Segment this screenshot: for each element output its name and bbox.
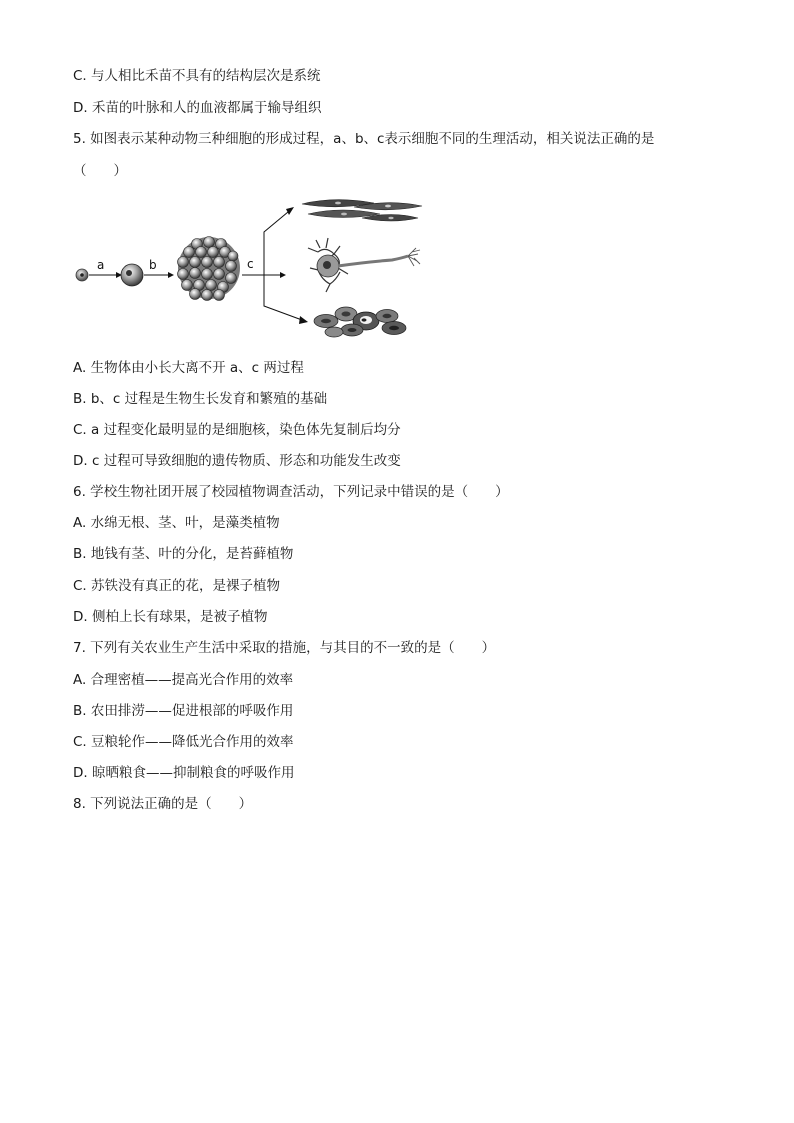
question-7-stem: 7. 下列有关农业生产生活中采取的措施，与其目的不一致的是（ ） [73,640,496,656]
option-5d: D. c 过程可导致细胞的遗传物质、形态和功能发生改变 [73,453,401,469]
muscle-cells-icon [302,200,422,221]
label-b: b [149,258,157,272]
option-7d: D. 晾晒粮食——抑制粮食的呼吸作用 [73,765,295,781]
option-6c: C. 苏铁没有真正的花，是裸子植物 [73,578,281,594]
option-6b: B. 地钱有茎、叶的分化，是苔藓植物 [73,546,294,562]
arrow-a-icon [89,272,122,278]
cell-cluster-icon [178,237,241,301]
question-5-stem: 5. 如图表示某种动物三种细胞的形成过程，a、b、c表示细胞不同的生理活动，相关说法正确的是 [73,131,655,147]
question-8-stem: 8. 下列说法正确的是（ ） [73,796,253,812]
label-c: c [247,257,254,271]
option-5b: B. b、c 过程是生物生长发育和繁殖的基础 [73,391,328,407]
arrow-b-icon [144,272,174,278]
line-d-q4: D. 禾苗的叶脉和人的血液都属于输导组织 [73,100,322,116]
question-5-bracket: （ ） [73,163,127,179]
option-6a: A. 水绵无根、茎、叶，是藻类植物 [73,515,280,531]
single-cell-icon [76,269,88,281]
larger-cell-icon [121,264,143,286]
option-7a: A. 合理密植——提高光合作用的效率 [73,672,294,688]
option-5a: A. 生物体由小长大离不开 a、c 两过程 [73,360,304,376]
option-5c: C. a 过程变化最明显的是细胞核，染色体先复制后均分 [73,422,401,438]
blood-cells-icon [314,307,406,337]
option-6d: D. 侧柏上长有球果，是被子植物 [73,609,268,625]
option-7c: C. 豆粮轮作——降低光合作用的效率 [73,734,294,750]
question-6-stem: 6. 学校生物社团开展了校园植物调查活动，下列记录中错误的是（ ） [73,484,509,500]
line-c-q4: C. 与人相比禾苗不具有的结构层次是系统 [73,68,321,84]
neuron-icon [308,238,420,292]
option-7b: B. 农田排涝——促进根部的呼吸作用 [73,703,294,719]
label-a: a [97,258,105,272]
cell-formation-diagram [70,188,430,344]
